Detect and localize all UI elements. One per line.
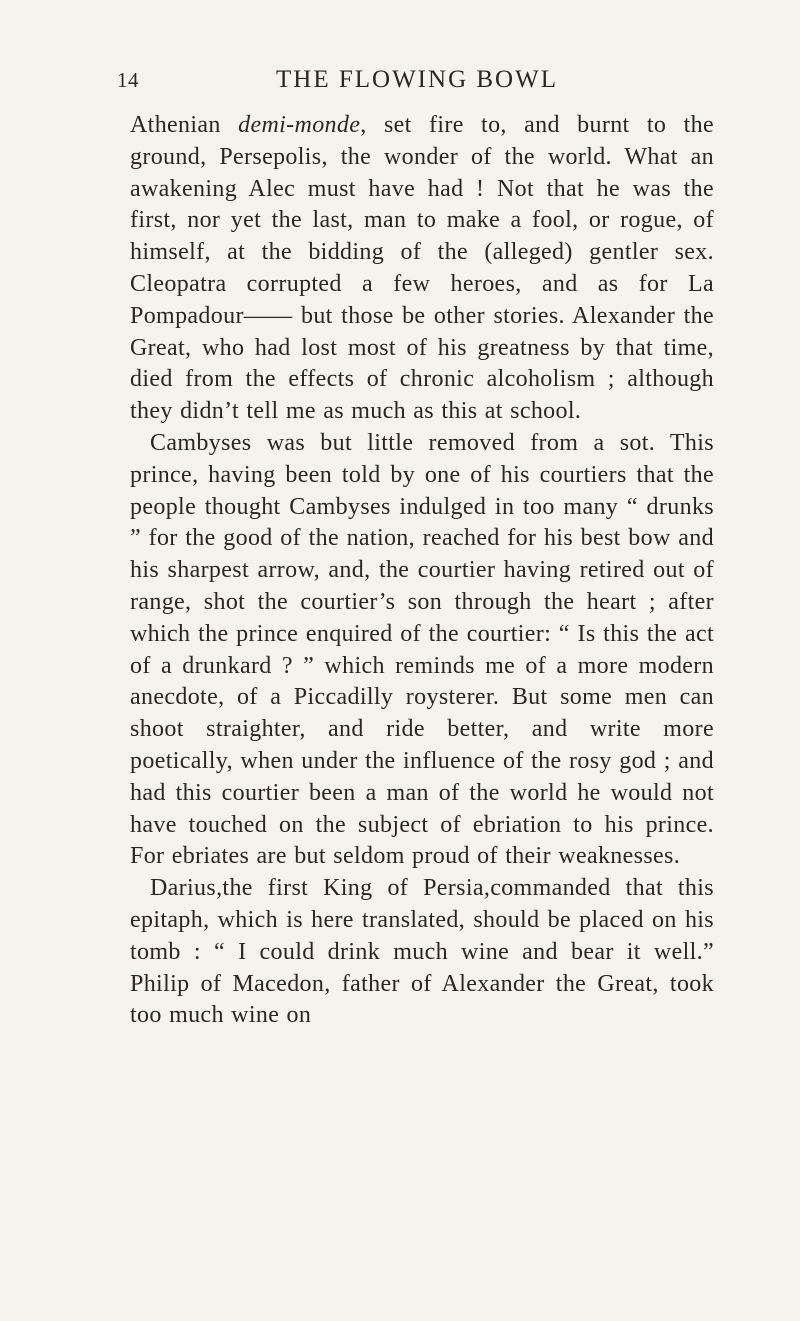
paragraph-1-lead: Athenian xyxy=(130,112,239,138)
running-title: THE FLOWING BOWL xyxy=(276,66,558,93)
page-number: 14 xyxy=(117,68,139,92)
paragraph-1-italic-term: demi-monde xyxy=(238,112,361,138)
body-text xyxy=(130,110,714,1032)
paragraph-3: Darius,the first King of Persia,commanded that this epitaph, which is here translated, should be placed on his tomb : “ I could drink much wine and bear it well.” Philip of Macedon, father of Alexander the Great, took too much wine on xyxy=(130,875,714,1029)
paragraph-1 xyxy=(130,110,714,428)
running-head xyxy=(117,66,717,102)
paragraph-2: Cambyses was but little removed from a sot. This prince, having been told by one of his courtiers that the people thought Cambyses indulged in too many “ drunks ” for the good of the nation, reached for his best bow and his sharpest arrow, and, the courtier having retired out of range, shot the courtier’s son through the heart ; after which the prince enquired of the courtier: “ Is this the act of a drunkard ? ” which reminds me of a more modern anecdote, of a Piccadilly roysterer. But some men can shoot straighter, and ride better, and write more poetically, when under the influence of the rosy god ; and had this courtier been a man of the world he would not have touched on the subject of ebriation to his prince. For ebriates are but seldom proud of their weaknesses. xyxy=(130,429,714,870)
paragraph-1-text: , set fire to, and burnt to the ground, Persepolis, the wonder of the world. What an awakening Alec must have had ! Not that he was the first, nor yet the last, man to make a fool, or rogue, of himself, at the bidding of the (alleged) gentler sex. Cleopatra corrupted a few heroes, and as for La Pompadour—— but those be other stories. Alexander the Great, who had lost most of his greatness by that time, died from the effects of chronic alcoholism ; although they didn’t tell me as much as this at school. xyxy=(130,112,714,425)
